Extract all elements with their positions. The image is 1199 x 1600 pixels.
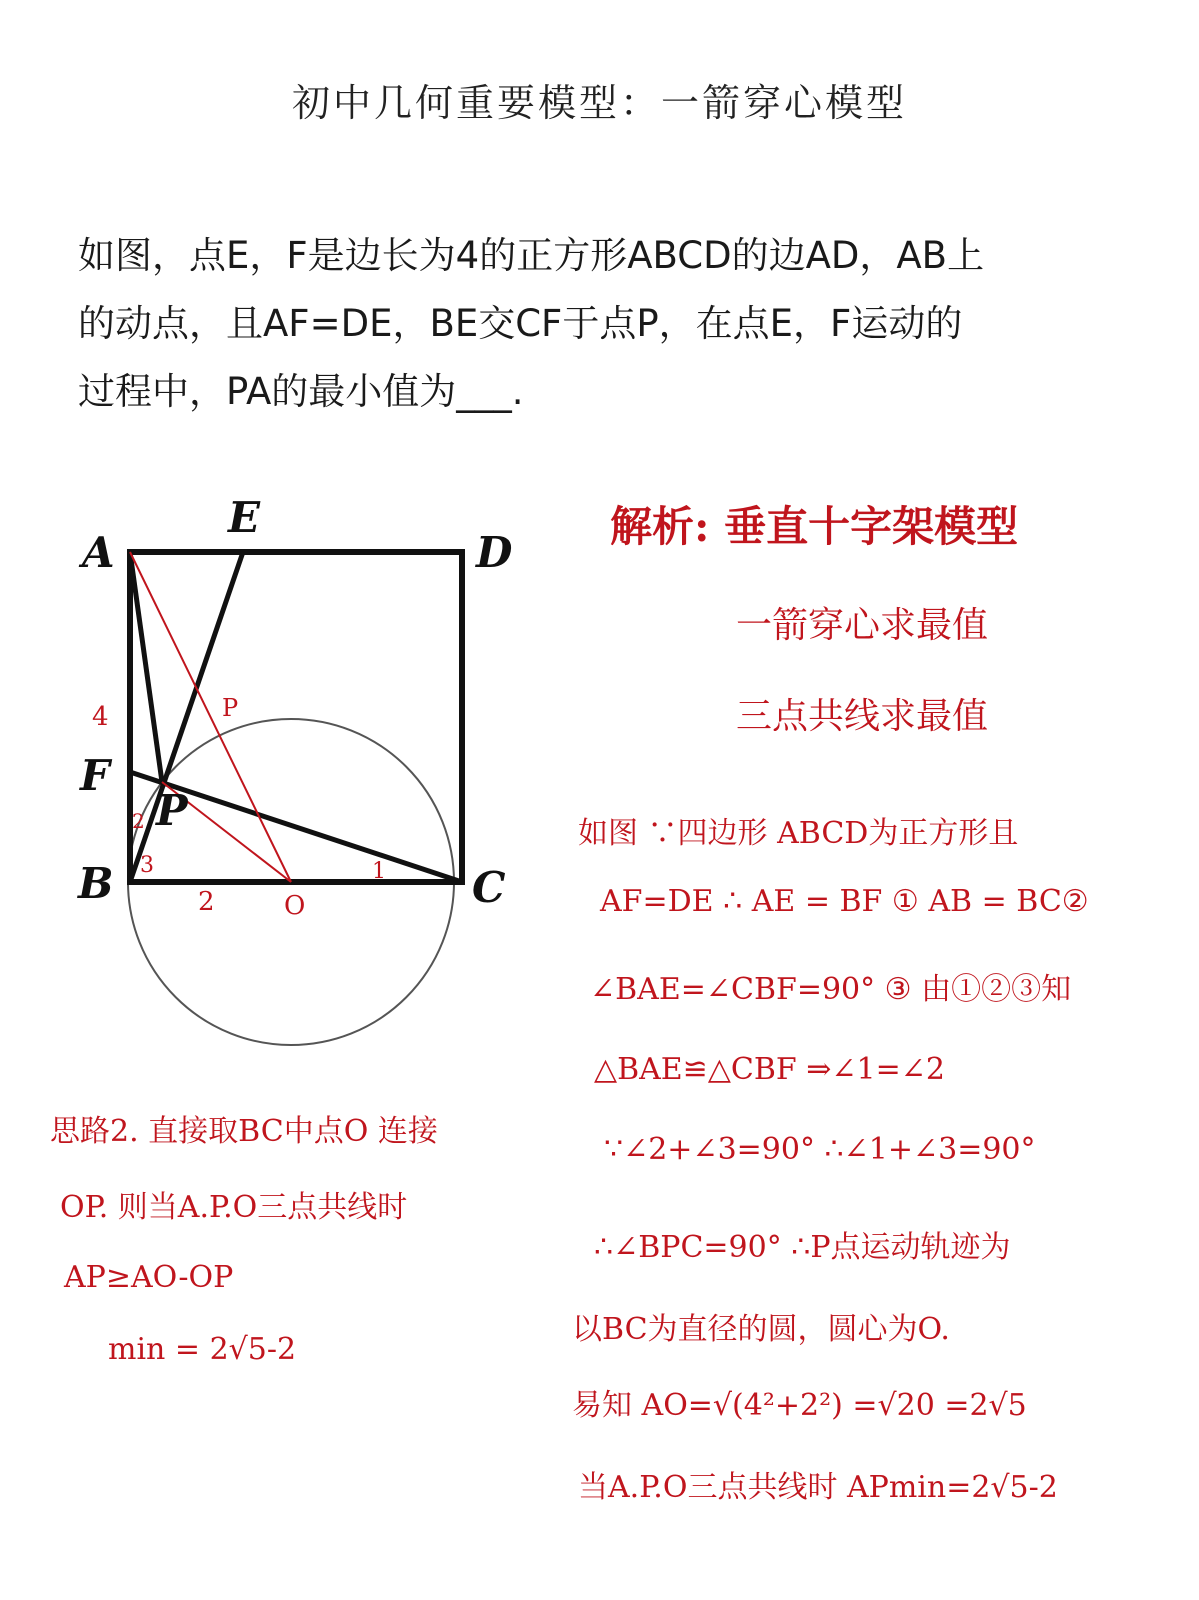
label-b: B (78, 859, 114, 908)
solution-line-7: 以BC为直径的圆，圆心为O. (572, 1312, 950, 1347)
solution-line-1: 如图 ∵四边形 ABCD为正方形且 (578, 816, 1019, 851)
analysis-heading: 解析: 垂直十字架模型 (610, 502, 1019, 551)
idea2-line-4: min = 2√5-2 (108, 1332, 297, 1367)
solution-line-9: 当A.P.O三点共线时 APmin=2√5-2 (578, 1470, 1058, 1505)
label-c: C (472, 863, 506, 912)
idea2-line-3: AP≥AO-OP (64, 1260, 234, 1295)
solution-line-3: ∠BAE=∠CBF=90° ③ 由①②③知 (590, 972, 1072, 1007)
solution-line-5: ∵∠2+∠3=90° ∴∠1+∠3=90° (604, 1132, 1036, 1167)
idea2-line-1: 思路2. 直接取BC中点O 连接 (50, 1114, 438, 1149)
label-d: D (476, 528, 513, 577)
solution-line-4: △BAE≌△CBF ⇒∠1=∠2 (594, 1052, 945, 1087)
label-p: P (156, 786, 188, 835)
analysis-line-2: 一箭穿心求最值 (736, 605, 989, 646)
annotation-angle-3: 3 (140, 853, 154, 878)
problem-statement (78, 222, 1118, 426)
problem-line-1: 如图，点E，F是边长为4的正方形ABCD的边AD，AB上 (78, 234, 985, 277)
annotation-p-small: P (222, 694, 239, 722)
solution-line-2: AF=DE ∴ AE = BF ① AB = BC② (600, 884, 1089, 919)
annotation-angle-2: 2 (132, 809, 145, 833)
problem-line-2: 的动点，且AF=DE，BE交CF于点P，在点E，F运动的 (78, 302, 963, 345)
geometry-figure (60, 480, 580, 1080)
annotation-side-length: 4 (92, 702, 109, 732)
label-a: A (82, 528, 115, 577)
analysis-line-3: 三点共线求最值 (736, 696, 989, 737)
annotation-angle-1: 1 (372, 859, 386, 884)
solution-line-6: ∴∠BPC=90° ∴P点运动轨迹为 (594, 1230, 1011, 1265)
solution-line-8: 易知 AO=√(4²+2²) =√20 =2√5 (572, 1388, 1027, 1423)
annotation-half-length: 2 (198, 887, 215, 917)
idea2-line-2: OP. 则当A.P.O三点共线时 (60, 1190, 408, 1225)
page-title: 初中几何重要模型：一箭穿心模型 (291, 81, 907, 125)
annotation-center-o: O (284, 891, 306, 921)
label-f: F (80, 751, 110, 800)
problem-line-3: 过程中，PA的最小值为___. (78, 370, 524, 413)
label-e: E (228, 493, 261, 542)
